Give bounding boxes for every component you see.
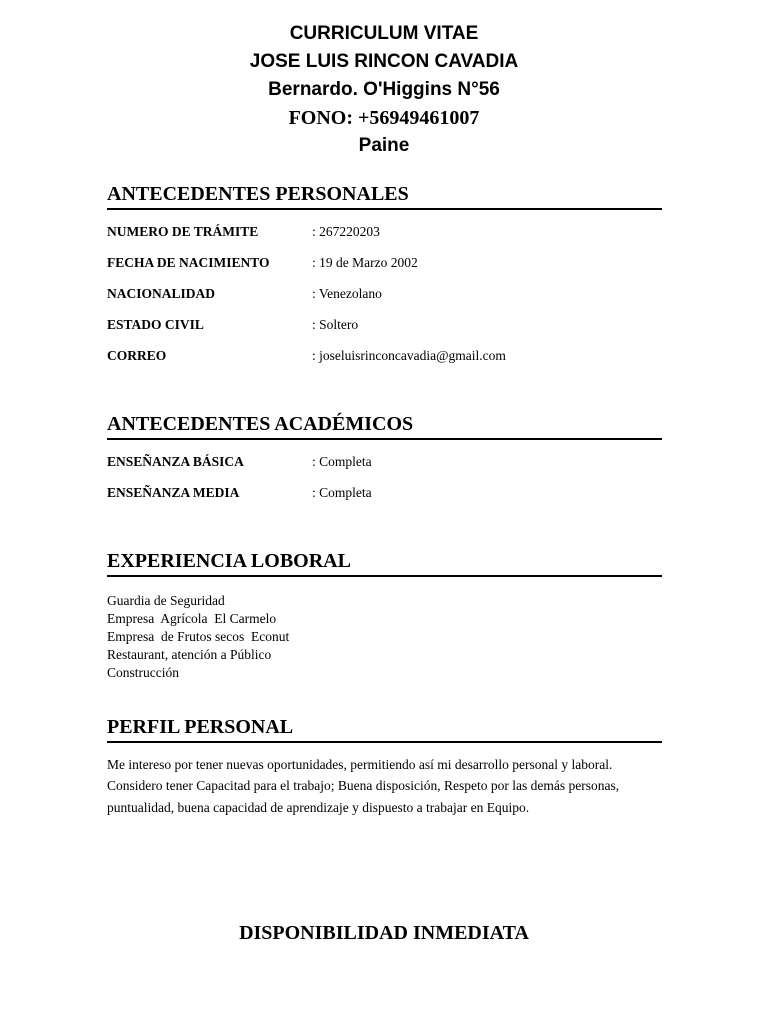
list-item: Empresa Agrícola El Carmelo (107, 611, 277, 626)
row-label: ESTADO CIVIL (107, 317, 204, 332)
personal-row-civil-status (107, 317, 662, 348)
address: Bernardo. O'Higgins N°56 (268, 79, 500, 100)
row-label: NACIONALIDAD (107, 286, 216, 301)
profile-section-title: PERFIL PERSONAL (107, 715, 662, 743)
row-value: : Soltero (312, 317, 359, 332)
list-item: Restaurant, atención a Público (107, 647, 272, 662)
profile-section (107, 715, 662, 818)
row-label: FECHA DE NACIMIENTO (107, 255, 270, 270)
row-value: : 267220203 (312, 224, 380, 239)
personal-section-title: ANTECEDENTES PERSONALES (107, 182, 662, 210)
row-value: : Completa (312, 485, 372, 500)
academic-row-basic (107, 454, 662, 485)
experience-section (107, 549, 662, 682)
row-label: CORREO (107, 348, 167, 363)
city: Paine (358, 135, 410, 156)
list-item: Empresa de Frutos secos Econut (107, 629, 290, 644)
academic-section-title: ANTECEDENTES ACADÉMICOS (107, 412, 662, 440)
document-title: CURRICULUM VITAE (289, 23, 479, 44)
academic-row-media (107, 485, 662, 516)
row-value: : Completa (312, 454, 372, 469)
list-item: Construcción (107, 665, 179, 680)
personal-row-email (107, 348, 662, 379)
row-value: : 19 de Marzo 2002 (312, 255, 418, 270)
row-label: ENSEÑANZA BÁSICA (107, 454, 244, 469)
profile-paragraph: Me intereso por tener nuevas oportunidades, permitiendo así mi desarrollo personal y laboral. Considero tener Capacitad para el trabajo; Buena disposición, Respeto por las demás personas, puntualidad, buena capacidad de aprendizaje y dispuesto a trabajar en Equipo. (107, 757, 620, 815)
academic-section (107, 412, 662, 516)
email-link[interactable]: : joseluisrinconcavadia@gmail.com (312, 348, 506, 363)
person-name: JOSE LUIS RINCON CAVADIA (249, 51, 519, 72)
availability-note: DISPONIBILIDAD INMEDIATA (239, 922, 529, 944)
cv-header (0, 20, 768, 160)
list-item: Guardia de Seguridad (107, 593, 225, 608)
row-label: ENSEÑANZA MEDIA (107, 485, 240, 500)
row-label: NUMERO DE TRÁMITE (107, 224, 259, 239)
phone: FONO: +56949461007 (288, 107, 480, 129)
row-value: : Venezolano (312, 286, 382, 301)
personal-row-birthdate (107, 255, 662, 286)
experience-section-title: EXPERIENCIA LOBORAL (107, 549, 662, 577)
personal-row-nationality (107, 286, 662, 317)
personal-row-tramite (107, 224, 662, 255)
personal-section (107, 182, 662, 379)
